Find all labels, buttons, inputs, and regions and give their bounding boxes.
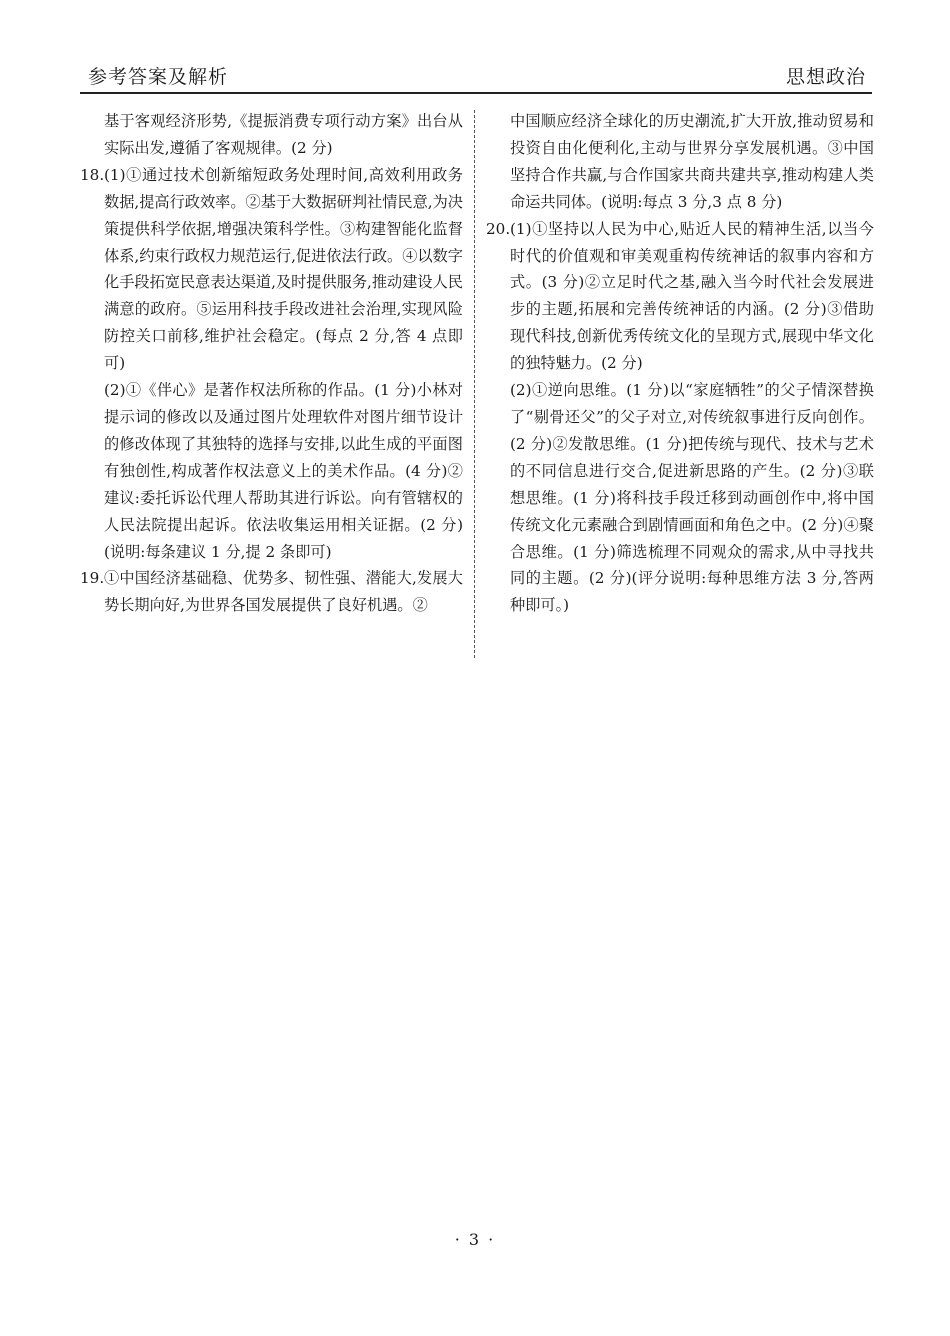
answer-paragraph bbox=[80, 162, 463, 377]
page-number: · 3 · bbox=[454, 1230, 496, 1249]
answer-text: 中国顺应经济全球化的历史潮流,扩大开放,推动贸易和投资自由化便利化,主动与世界分享发展机遇。③中国坚持合作共赢,与合作国家共商共建共享,推动构建人类命运共同体。(说明:每点 3 分,3 点 8 分) bbox=[510, 112, 874, 211]
answer-text: (1)①坚持以人民为中心,贴近人民的精神生活,以当今时代的价值观和审美观重构传统神话的叙事内容和方式。(3 分)②立足时代之基,融入当今时代社会发展进步的主题,拓展和完善传统神话的内涵。(2 分)③借助现代科技,创新优秀传统文化的呈现方式,展现中华文化的独特魅力。(2 分) bbox=[510, 219, 874, 373]
column-divider bbox=[474, 110, 475, 658]
page-header bbox=[80, 58, 872, 94]
right-column bbox=[486, 108, 874, 619]
answer-text: (2)①逆向思维。(1 分)以“家庭牺牲”的父子情深替换了“剔骨还父”的父子对立,对传统叙事进行反向创作。(2 分)②发散思维。(1 分)把传统与现代、技术与艺术的不同信息进行交合,促进新思路的产生。(2 分)③联想思维。(1 分)将科技手段迁移到动画创作中,将中国传统文化元素融合到剧情画面和角色之中。(2 分)④聚合思维。(1 分)筛选梳理不同观众的需求,从中寻找共同的主题。(2 分)(评分说明:每种思维方法 3 分,答两种即可。) bbox=[510, 381, 874, 615]
question-number: 19. bbox=[80, 569, 105, 588]
header-subject-title: 思想政治 bbox=[785, 66, 866, 88]
answer-text: 基于客观经济形势,《提振消费专项行动方案》出台从实际出发,遵循了客观规律。(2 分) bbox=[104, 112, 463, 157]
answer-paragraph bbox=[486, 108, 874, 216]
left-column bbox=[80, 108, 463, 619]
answer-paragraph bbox=[80, 565, 463, 619]
answer-text: ①中国经济基础稳、优势多、韧性强、潜能大,发展大势长期向好,为世界各国发展提供了良好机遇。② bbox=[104, 569, 463, 615]
header-left-title: 参考答案及解析 bbox=[88, 66, 229, 88]
question-number: 18. bbox=[80, 165, 105, 184]
answer-paragraph bbox=[80, 108, 463, 162]
answer-text: (2)①《伴心》是著作权法所称的作品。(1 分)小林对提示词的修改以及通过图片处理软件对图片细节设计的修改体现了其独特的选择与安排,以此生成的平面图有独创性,构成著作权法意义上的美术作品。(4 分)②建议:委托诉讼代理人帮助其进行诉讼。向有管辖权的人民法院提出起诉。依法收集运用相关证据。(2 分)(说明:每条建议 1 分,提 2 条即可) bbox=[104, 381, 463, 561]
answer-paragraph bbox=[80, 377, 463, 565]
question-number: 20. bbox=[486, 219, 511, 238]
answer-paragraph bbox=[486, 216, 874, 377]
answer-text: (1)①通过技术创新缩短政务处理时间,高效利用政务数据,提高行政效率。②基于大数据研判社情民意,为决策提供科学依据,增强决策科学性。③构建智能化监督体系,约束行政权力规范运行,促进依法行政。④以数字化手段拓宽民意表达渠道,及时提供服务,推动建设人民满意的政府。⑤运用科技手段改进社会治理,实现风险防控关口前移,维护社会稳定。(每点 2 分,答 4 点即可) bbox=[104, 165, 463, 373]
answer-paragraph bbox=[486, 377, 874, 619]
